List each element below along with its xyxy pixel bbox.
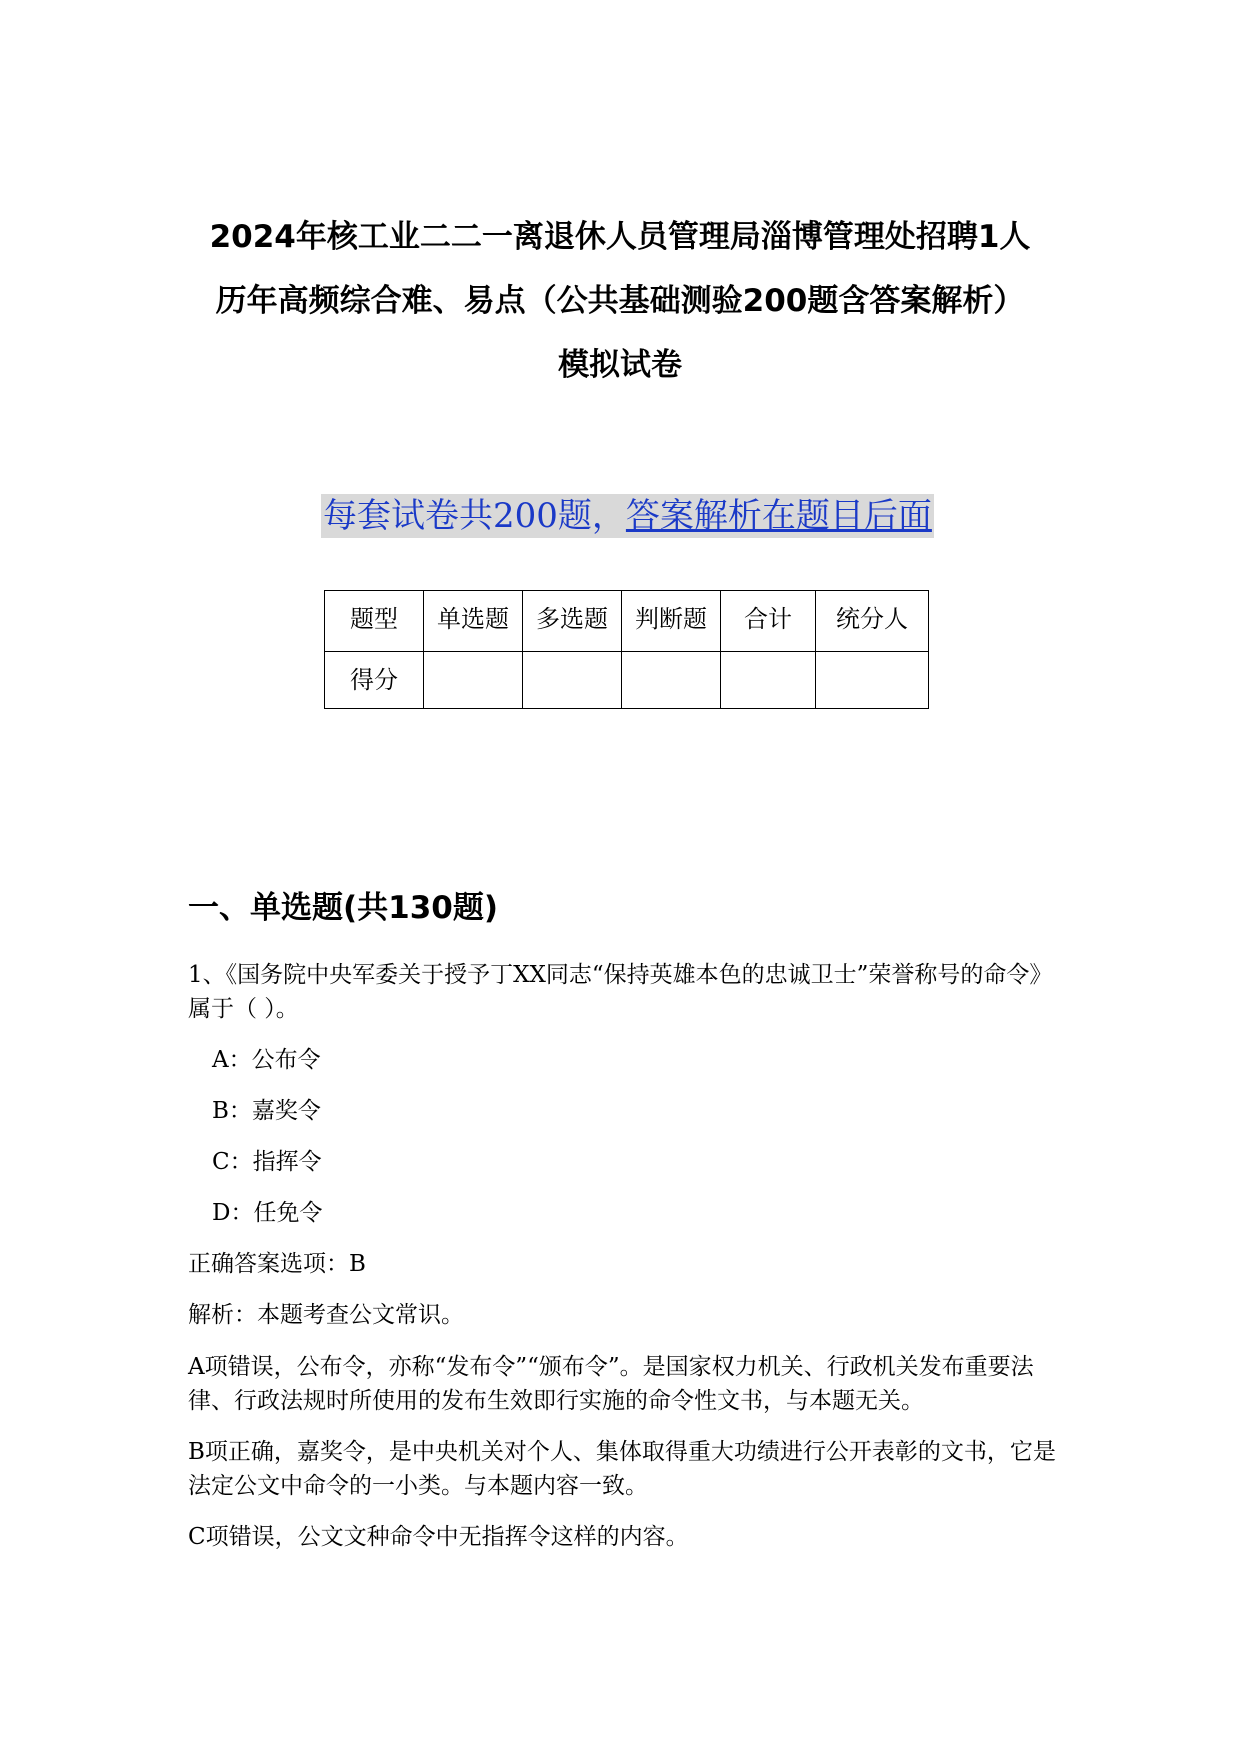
score-cell-single-choice (424, 652, 523, 709)
explanation-a: A项错误，公布令，亦称“发布令”“颁布令”。是国家权力机关、行政机关发布重要法律、行政法规时所使用的发布生效即行实施的命令性文书，与本题无关。 (188, 1354, 1034, 1414)
title-line-3: 模拟试卷 (558, 347, 682, 383)
score-cell-multiple-choice (523, 652, 622, 709)
header-multiple-choice: 多选题 (523, 591, 622, 652)
option-d: D：任免令 (212, 1200, 323, 1226)
row-label-score: 得分 (325, 652, 424, 709)
document-title (180, 205, 1060, 397)
header-single-choice: 单选题 (424, 591, 523, 652)
score-cell-total (721, 652, 816, 709)
analysis-intro: 解析：本题考查公文常识。 (188, 1302, 464, 1328)
notice-banner (321, 494, 934, 538)
score-table (324, 590, 929, 709)
option-a: A：公布令 (212, 1047, 321, 1073)
score-table-score-row (325, 652, 929, 709)
title-line-2: 历年高频综合难、易点（公共基础测验200题含答案解析） (215, 283, 1025, 319)
banner-prefix: 每套试卷共200题， (323, 496, 626, 536)
header-true-false: 判断题 (622, 591, 721, 652)
header-total: 合计 (721, 591, 816, 652)
option-b: B：嘉奖令 (212, 1098, 321, 1124)
section-heading: 一、单选题(共130题) (188, 890, 499, 926)
explanation-b: B项正确，嘉奖令，是中央机关对个人、集体取得重大功绩进行公开表彰的文书，它是法定公文中命令的一小类。与本题内容一致。 (188, 1439, 1056, 1499)
title-line-1: 2024年核工业二二一离退休人员管理局淄博管理处招聘1人 (209, 219, 1031, 255)
correct-answer: 正确答案选项：B (188, 1251, 366, 1277)
score-table-header-row (325, 591, 929, 652)
score-cell-true-false (622, 652, 721, 709)
header-scorer: 统分人 (816, 591, 929, 652)
question-stem: 1、《国务院中央军委关于授予丁XX同志“保持英雄本色的忠诚卫士”荣誉称号的命令》属于（ ）。 (188, 962, 1053, 1022)
explanation-c: C项错误，公文文种命令中无指挥令这样的内容。 (188, 1524, 689, 1550)
answer-location-link[interactable]: 答案解析在题目后面 (625, 496, 932, 536)
header-question-type: 题型 (325, 591, 424, 652)
option-c: C：指挥令 (212, 1149, 322, 1175)
score-cell-scorer (816, 652, 929, 709)
